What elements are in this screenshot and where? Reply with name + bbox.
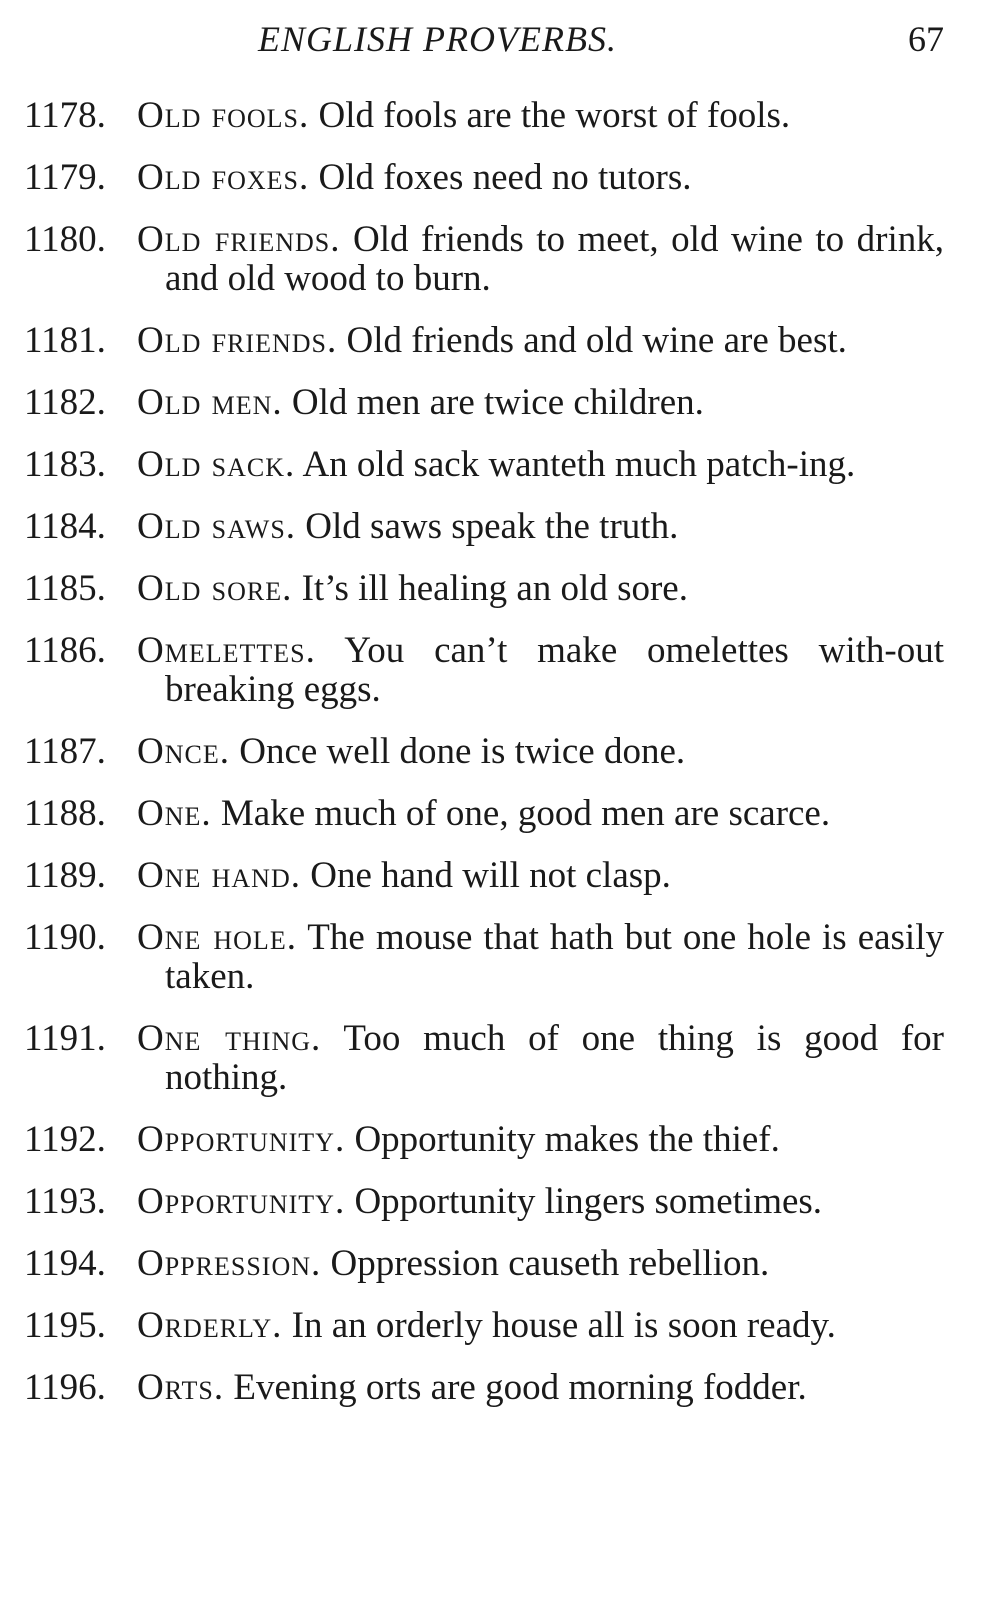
proverb-entry (0, 1244, 1000, 1283)
entry-body (137, 1018, 944, 1098)
entry-number: 1189. (24, 855, 106, 896)
entry-text: Oppression causeth rebellion. (330, 1243, 770, 1284)
proverb-entry (0, 383, 1000, 422)
entry-body (137, 382, 944, 423)
proverb-entry (0, 856, 1000, 895)
entry-text: Opportunity lingers sometimes. (354, 1181, 823, 1222)
proverb-entry (0, 1368, 1000, 1407)
entry-number: 1183. (24, 444, 106, 485)
entry-body (137, 731, 944, 772)
entry-number: 1187. (24, 731, 106, 772)
proverb-entry (0, 220, 1000, 298)
entry-text: In an orderly house all is soon ready. (291, 1305, 836, 1346)
entry-keyword: One. (137, 793, 212, 834)
proverb-entry (0, 96, 1000, 135)
entry-body (137, 157, 944, 198)
entry-body (137, 855, 944, 896)
entry-body (137, 568, 944, 609)
proverb-entry (0, 321, 1000, 360)
entry-body (137, 95, 944, 136)
proverb-entry (0, 1019, 1000, 1097)
entry-keyword: Old men. (137, 382, 283, 423)
entry-keyword: Old fools. (137, 95, 310, 136)
entry-number: 1186. (24, 630, 106, 671)
proverb-entry (0, 732, 1000, 771)
entry-number: 1190. (24, 917, 106, 958)
entry-text: Old men are twice children. (291, 382, 704, 423)
entry-body (137, 917, 944, 997)
entry-number: 1182. (24, 382, 106, 423)
entry-number: 1178. (24, 95, 106, 136)
proverb-entry (0, 507, 1000, 546)
proverb-entry (0, 158, 1000, 197)
entry-keyword: Oppression. (137, 1243, 322, 1284)
proverb-list (0, 96, 1000, 1430)
entry-body (137, 630, 944, 710)
entry-number: 1185. (24, 568, 106, 609)
entry-body (137, 1181, 944, 1222)
entry-keyword: Old sack. (137, 444, 296, 485)
entry-body (137, 444, 944, 485)
entry-text: Make much of one, good men are scarce. (220, 793, 831, 834)
entry-body (137, 1119, 944, 1160)
proverb-entry (0, 918, 1000, 996)
entry-keyword: Opportunity. (137, 1181, 346, 1222)
entry-number: 1191. (24, 1018, 106, 1059)
entry-body (137, 1305, 944, 1346)
entry-text: Old foxes need no tutors. (318, 157, 692, 198)
entry-number: 1180. (24, 219, 106, 260)
entry-keyword: Opportunity. (137, 1119, 346, 1160)
entry-keyword: One hole. (137, 917, 297, 958)
proverb-entry (0, 445, 1000, 484)
proverb-entry (0, 569, 1000, 608)
entry-number: 1195. (24, 1305, 106, 1346)
entry-body (137, 1367, 944, 1408)
entry-text: Old friends and old wine are best. (346, 320, 847, 361)
entry-body (137, 320, 944, 361)
proverb-entry (0, 1182, 1000, 1221)
proverb-entry (0, 1306, 1000, 1345)
entry-keyword: Old friends. (137, 219, 341, 260)
entry-keyword: Old friends. (137, 320, 338, 361)
entry-text: The mouse that hath but one hole is easily taken. (165, 917, 944, 997)
entry-keyword: One hand. (137, 855, 301, 896)
entry-keyword: Old foxes. (137, 157, 310, 198)
page-number: 67 (908, 19, 944, 59)
proverb-entry (0, 631, 1000, 709)
proverb-entry (0, 1120, 1000, 1159)
entry-text: It’s ill healing an old sore. (301, 568, 688, 609)
running-title: ENGLISH PROVERBS. (258, 19, 617, 59)
entry-number: 1184. (24, 506, 106, 547)
entry-body (137, 793, 944, 834)
entry-number: 1194. (24, 1243, 106, 1284)
entry-body (137, 219, 944, 299)
page-header (0, 18, 1000, 68)
entry-text: Old fools are the worst of fools. (318, 95, 791, 136)
entry-text: Opportunity makes the thief. (354, 1119, 780, 1160)
entry-number: 1181. (24, 320, 106, 361)
entry-keyword: One thing. (137, 1018, 322, 1059)
entry-keyword: Old sore. (137, 568, 293, 609)
entry-text: You can’t make omelettes with-out breaking eggs. (165, 630, 944, 710)
entry-number: 1193. (24, 1181, 106, 1222)
entry-body (137, 1243, 944, 1284)
entry-text: Old saws speak the truth. (305, 506, 679, 547)
entry-text: Evening orts are good morning fodder. (233, 1367, 807, 1408)
entry-keyword: Orderly. (137, 1305, 283, 1346)
entry-number: 1192. (24, 1119, 106, 1160)
entry-text: Too much of one thing is good for nothing. (165, 1018, 944, 1098)
entry-number: 1179. (24, 157, 106, 198)
entry-text: One hand will not clasp. (310, 855, 671, 896)
entry-text: Once well done is twice done. (239, 731, 686, 772)
entry-keyword: Omelettes. (137, 630, 316, 671)
entry-text: An old sack wanteth much patch-ing. (302, 444, 856, 485)
entry-keyword: Once. (137, 731, 230, 772)
entry-number: 1196. (24, 1367, 106, 1408)
entry-keyword: Old saws. (137, 506, 297, 547)
proverb-entry (0, 794, 1000, 833)
entry-body (137, 506, 944, 547)
entry-number: 1188. (24, 793, 106, 834)
entry-keyword: Orts. (137, 1367, 225, 1408)
entry-text: Old friends to meet, old wine to drink, and old wood to burn. (165, 219, 944, 299)
